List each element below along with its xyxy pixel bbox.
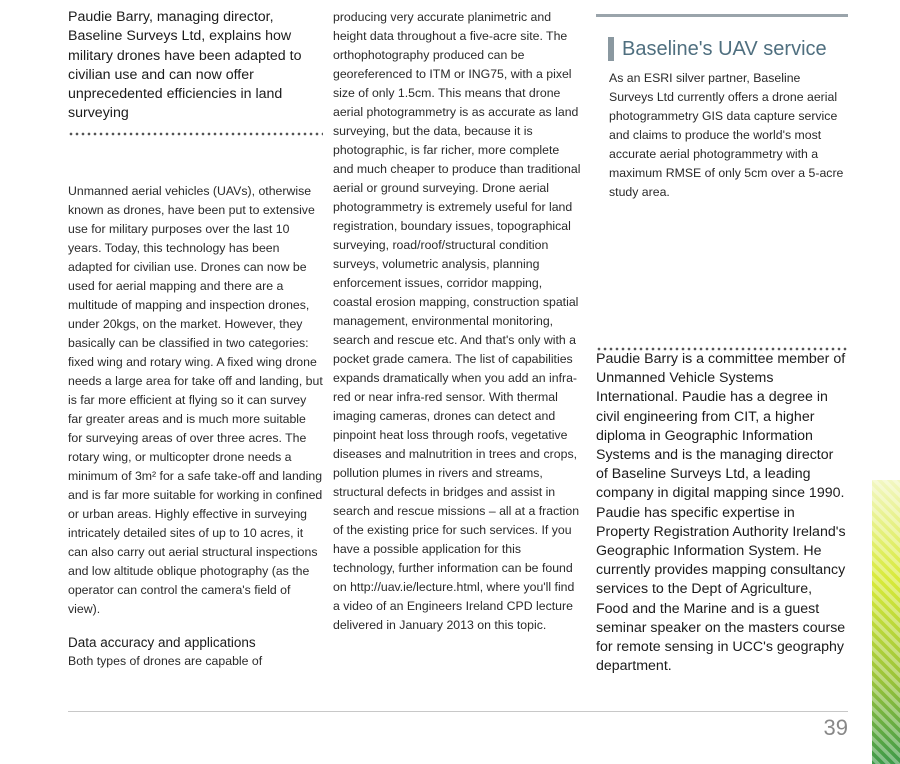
article-body-col1: Unmanned aerial vehicles (UAVs), otherwise known as drones, have been put to extensive use for military purposes over the last 10 years. Today, this technology has been adapted for civilian use. Drones can now be used for aerial mapping and there are a multitude of mapping and inspection drones, under 20kgs, on the market. However, they basically can be classified in two categories: fixed wing and rotary wing. A fixed wing drone needs a large area for take off and landing, but is far more efficient at flying so it can survey far greater areas and is much more suitable for surveying areas of over three acres. The rotary wing, or multicopter drone needs a minimum of 3m² for a safe take-off and landing and is far more suitable for working in confined or urban areas. Highly effective in surveying intricately detailed sites of up to 10 acres, it can also carry out aerial structural inspections and low altitude oblique photography (as the operator can control the camera's field of view). [68,183,323,616]
column-1 [68,8,323,671]
column-2 [333,8,583,635]
author-bio: Paudie Barry is a committee member of Unmanned Vehicle Systems International. Paudie has a degree in civil engineering from CIT, a higher diploma in Geographic Information Systems and is the managing director of Baseline Surveys Ltd, a leading company in digital mapping since 1990. Paudie has specific expertise in Property Registration Authority Ireland's Geographic Information System. He currently provides mapping consultancy services to the Dept of Agriculture, Food and the Marine and is a guest seminar speaker on the masters course for remote sensing in UCC's geography department. [596,351,846,675]
page-number: 39 [823,715,848,740]
sidebar-box [596,14,848,202]
article-body-col2: producing very accurate planimetric and height data throughout a five-acre site. The orthophotography produced can be georeferenced to ITM or ING75, with a pixel size of only 1.5cm. This means that drone aerial photogrammetry is as accurate as land surveying, but the data, because it is photographic, is far richer, more complete and much cheaper to produce than traditional aerial or ground surveying. Drone aerial photogrammetry is extremely useful for land registration, boundary issues, topographical surveying, road/roof/structural condition surveys, volumetric analysis, planning enforcement issues, corridor mapping, coastal erosion mapping, construction spatial management, environmental monitoring, search and rescue etc. And that's only with a pocket grade camera. The list of capabilities expands dramatically when you add an infra-red or near infra-red sensor. With thermal imaging cameras, drones can detect and pinpoint heat loss through roofs, vegetative diseases and malnutrition in trees and crops, pollution plumes in rivers and streams, structural defects in bridges and assist in search and rescue missions – all at a fraction of the existing price for such services. If you have a possible application for this technology, further information can be found on http://uav.ie/lecture.html, where you'll find a video of an Engineers Ireland CPD lecture delivered in January 2013 on this topic. [333,10,581,632]
decorative-pattern-strip [872,480,900,764]
sidebar-body: As an ESRI silver partner, Baseline Surveys Ltd currently offers a drone aerial photogrammetry GIS data capture service and claims to produce the world's most accurate aerial photogrammetry with a maximum RMSE of only 5cm over a 5-acre study area. [609,71,844,199]
section-subheading: Data accuracy and applications [68,634,256,650]
article-body-col1-tail: Both types of drones are capable of [68,653,263,668]
sidebar-title: Baseline's UAV service [608,37,848,61]
article-intro: Paudie Barry, managing director, Baseline Surveys Ltd, explains how military drones have been adapted to civilian use and can now offer unprecedented efficiencies in land surveying [68,9,302,122]
dotted-divider [68,132,323,136]
sidebar-top-rule [596,14,848,17]
footer-rule [68,711,848,712]
